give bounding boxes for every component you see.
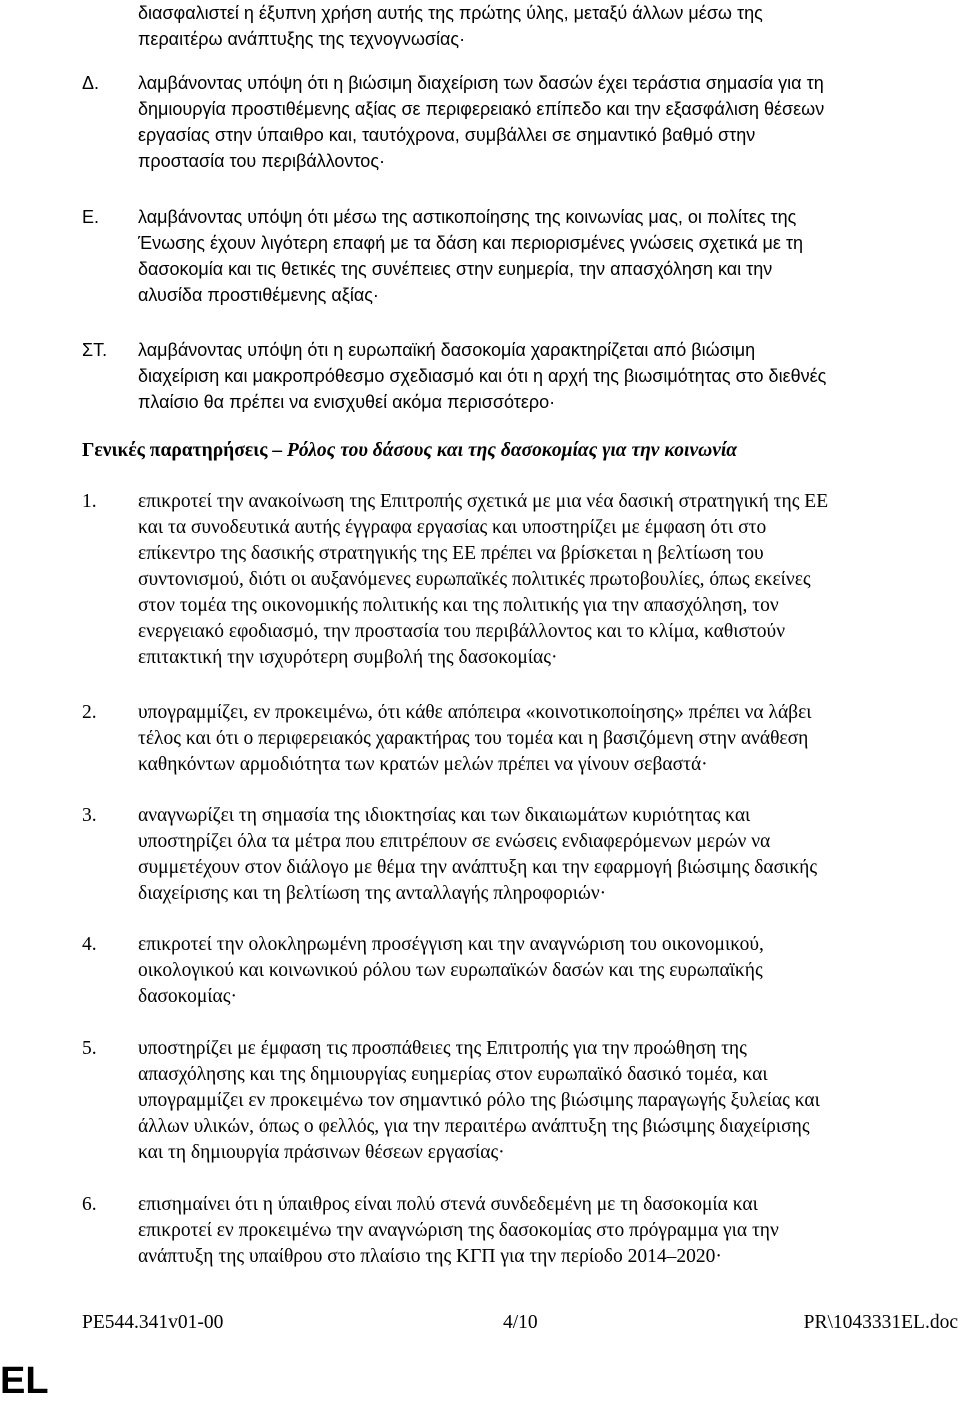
text-line: άλλων υλικών, όπως ο φελλός, για την περαιτέρω ανάπτυξη της βιώσιμης διαχείρισης	[138, 1116, 810, 1137]
section-heading-italic: Ρόλος του δάσους και της δασοκομίας για την κοινωνία	[286, 440, 738, 461]
text-line: λαμβάνοντας υπόψη ότι μέσω της αστικοποίησης της κοινωνίας μας, οι πολίτες της	[138, 207, 797, 227]
text-line: και τα συνοδευτικά αυτής έγγραφα εργασίας και υποστηρίζει με έμφαση ότι στο	[138, 517, 767, 538]
text-line: Ένωσης έχουν λιγότερη επαφή με τα δάση και περιορισμένες γνώσεις σχετικά με τη	[138, 233, 804, 253]
text-line: καθηκόντων αρμοδιότητα των κρατών μελών πρέπει να γίνουν σεβαστά·	[138, 754, 708, 775]
text-line: ανάπτυξη της υπαίθρου στο πλαίσιο της ΚΓΠ για την περίοδο 2014–2020·	[138, 1246, 722, 1267]
text-line: στον τομέα της οικονομικής πολιτικής και της πολιτικής για την απασχόληση, τον	[138, 595, 779, 616]
text-line: επικροτεί εν προκειμένω την αναγνώριση της δασοκομίας στο πρόγραμμα για την	[138, 1220, 779, 1241]
text-line: συντονισμού, διότι οι αυξανόμενες ευρωπαϊκές πολιτικές πρωτοβουλίες, όπως εκείνες	[138, 569, 811, 590]
text-line: επισημαίνει ότι η ύπαιθρος είναι πολύ στενά συνδεδεμένη με τη δασοκομία και	[138, 1194, 758, 1215]
text-line: δασοκομίας·	[138, 986, 237, 1007]
section-heading	[82, 438, 737, 464]
footer-doc-ref: PE544.341v01-00	[82, 1312, 224, 1333]
text-line: υπογραμμίζει εν προκειμένω τον σημαντικό ρόλο της βιώσιμης παραγωγής ξυλείας και	[138, 1090, 820, 1111]
text-line: αλυσίδα προστιθέμενης αξίας·	[138, 285, 379, 305]
text-line: λαμβάνοντας υπόψη ότι η βιώσιμη διαχείριση των δασών έχει τεράστια σημασία για τη	[138, 73, 824, 93]
text-line: επικροτεί την ολοκληρωμένη προσέγγιση και την αναγνώριση του οικονομικού,	[138, 934, 764, 955]
text-line: υποστηρίζει με έμφαση τις προσπάθειες της Επιτροπής για την προώθηση της	[138, 1038, 747, 1059]
paragraph-text	[138, 932, 956, 1010]
paragraph-text	[138, 1036, 956, 1166]
recital-label: Δ.	[82, 73, 100, 93]
text-line: διαχείριση και μακροπρόθεσμο σχεδιασμό και ότι η αρχή της βιωσιμότητας στο διεθνές	[138, 366, 827, 386]
paragraph-number: 6.	[82, 1194, 97, 1215]
text-line: δασοκομία και τις θετικές της συνέπειες στην ευημερία, την απασχόληση και την	[138, 259, 773, 279]
text-line: ενεργειακό εφοδιασμό, την προστασία του περιβάλλοντος και το κλίμα, καθιστούν	[138, 621, 786, 642]
text-line: περαιτέρω ανάπτυξης της τεχνογνωσίας·	[138, 29, 466, 49]
paragraph-text	[138, 489, 956, 671]
text-line: λαμβάνοντας υπόψη ότι η ευρωπαϊκή δασοκομία χαρακτηρίζεται από βιώσιμη	[138, 340, 756, 360]
text-line: διασφαλιστεί η έξυπνη χρήση αυτής της πρώτης ύλης, μεταξύ άλλων μέσω της	[138, 3, 763, 23]
paragraph-number: 1.	[82, 491, 97, 512]
text-line: επιτακτική την ισχυρότερη συμβολή της δασοκομίας·	[138, 647, 558, 668]
text-line: επίκεντρο της δασικής στρατηγικής της ΕΕ πρέπει να βρίσκεται η βελτίωση του	[138, 543, 764, 564]
paragraph-text	[138, 803, 956, 907]
text-line: διαχείρισης και τη βελτίωση της ανταλλαγής πληροφοριών·	[138, 883, 607, 904]
paragraph-number: 2.	[82, 702, 97, 723]
paragraph-number: 5.	[82, 1038, 97, 1059]
paragraph-number: 3.	[82, 805, 97, 826]
recital-label: ΣΤ.	[82, 340, 108, 360]
language-code: EL	[0, 1360, 49, 1402]
recital-label: Ε.	[82, 207, 100, 227]
text-line: πλαίσιο θα πρέπει να ενισχυθεί ακόμα περισσότερο·	[138, 392, 556, 412]
recital-text	[138, 70, 956, 174]
text-line: απασχόλησης και της δημιουργίας ευημερίας στον ευρωπαϊκό δασικό τομέα, και	[138, 1064, 768, 1085]
continuation-text	[138, 0, 956, 52]
paragraph-number: 4.	[82, 934, 97, 955]
recital-text	[138, 337, 956, 415]
paragraph-text	[138, 1192, 956, 1270]
section-heading-bold: Γενικές παρατηρήσεις –	[82, 440, 287, 461]
text-line: εργασίας στην ύπαιθρο και, ταυτόχρονα, συμβάλλει σε σημαντικό βαθμό στην	[138, 125, 756, 145]
text-line: υποστηρίζει όλα τα μέτρα που επιτρέπουν σε ενώσεις ενδιαφερόμενων μερών να	[138, 831, 771, 852]
footer-file-ref: PR\1043331EL.doc	[803, 1312, 958, 1333]
text-line: οικολογικού και κοινωνικού ρόλου των ευρωπαϊκών δασών και της ευρωπαϊκής	[138, 960, 763, 981]
text-line: υπογραμμίζει, εν προκειμένω, ότι κάθε απόπειρα «κοινοτικοποίησης» πρέπει να λάβει	[138, 702, 812, 723]
text-line: συμμετέχουν στον διάλογο με θέμα την ανάπτυξη και την εφαρμογή βιώσιμης δασικής	[138, 857, 818, 878]
paragraph-text	[138, 700, 956, 778]
text-line: τέλος και ότι ο περιφερειακός χαρακτήρας του τομέα και η βασιζόμενη στην ανάθεση	[138, 728, 809, 749]
text-line: επικροτεί την ανακοίνωση της Επιτροπής σχετικά με μια νέα δασική στρατηγική της ΕΕ	[138, 491, 829, 512]
footer-page-number: 4/10	[503, 1312, 538, 1333]
text-line: προστασία του περιβάλλοντος·	[138, 151, 385, 171]
recital-text	[138, 204, 956, 308]
text-line: αναγνωρίζει τη σημασία της ιδιοκτησίας και των δικαιωμάτων κυριότητας και	[138, 805, 751, 826]
text-line: και τη δημιουργία πράσινων θέσεων εργασίας·	[138, 1142, 505, 1163]
text-line: δημιουργία προστιθέμενης αξίας σε περιφερειακό επίπεδο και την εξασφάλιση θέσεων	[138, 99, 825, 119]
